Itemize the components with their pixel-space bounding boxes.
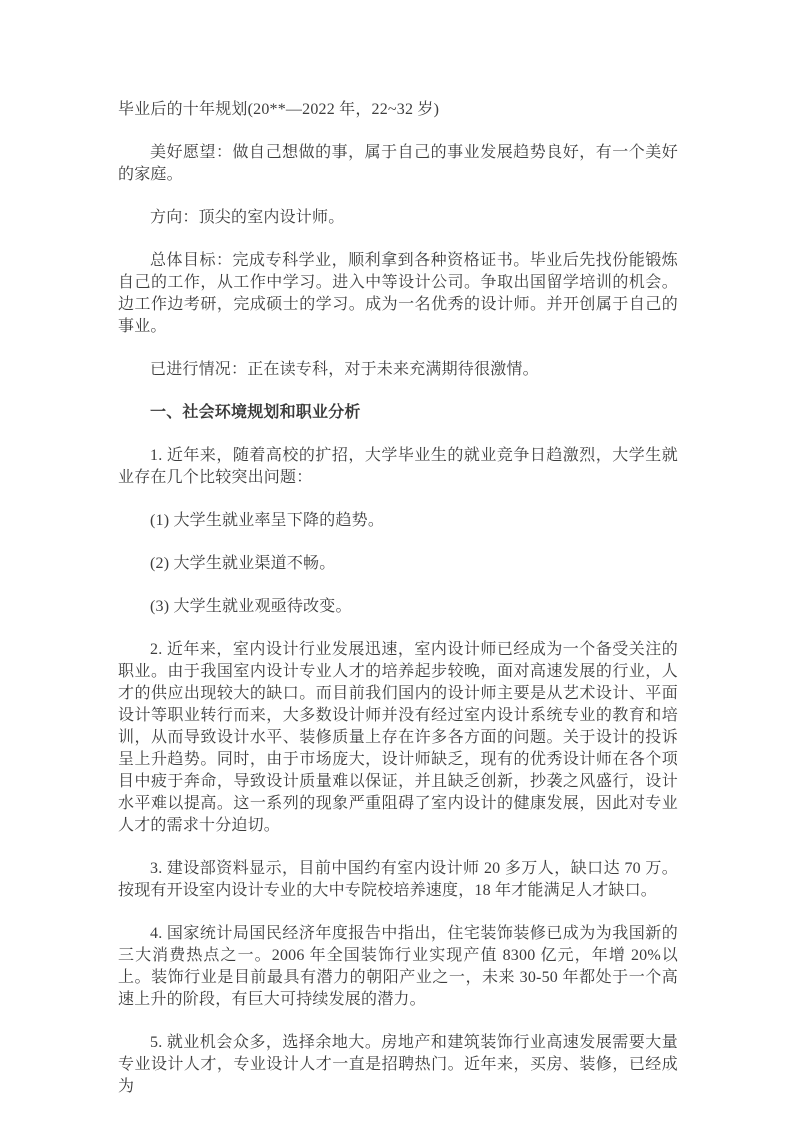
list-item-3: (3) 大学生就业观亟待改变。 xyxy=(150,598,352,615)
paragraph-overall-goal: 总体目标：完成专科学业，顺利拿到各种资格证书。毕业后先找份能锻炼自己的工作，从工作中学习。进入中等设计公司。争取出国留学培训的机会。边工作边考研，完成硕士的学习。成为一名优秀的设计师。并开创属于自己的事业。 xyxy=(118,252,678,335)
paragraph-point5: 5. 就业机会众多，选择余地大。房地产和建筑装饰行业高速发展需要大量专业设计人才，专业设计人才一直是招聘热门。近年来，买房、装修，已经成为 xyxy=(118,1034,678,1095)
paragraph-point4: 4. 国家统计局国民经济年度报告中指出，住宅装饰装修已成为为我国新的三大消费热点之一。2006 年全国装饰行业实现产值 8300 亿元，年增 20%以上。装饰行业是目前最具有潜力的朝阳产业之一，未来 30-50 年都处于一个高速上升的阶段，有巨大可持续发展的潜力。 xyxy=(118,925,678,1008)
paragraph-wish: 美好愿望：做自己想做的事，属于自己的事业发展趋势良好，有一个美好的家庭。 xyxy=(118,144,678,183)
document-content xyxy=(118,99,678,1098)
paragraph-point1: 1. 近年来，随着高校的扩招，大学毕业生的就业竞争日趋激烈，大学生就业存在几个比较突出问题： xyxy=(118,447,678,486)
list-item-2: (2) 大学生就业渠道不畅。 xyxy=(150,555,336,572)
paragraph-point2: 2. 近年来，室内设计行业发展迅速，室内设计师已经成为一个备受关注的职业。由于我国室内设计专业人才的培养起步较晚，面对高速发展的行业，人才的供应出现较大的缺口。而目前我们国内的设计师主要是从艺术设计、平面设计等职业转行而来，大多数设计师并没有经过室内设计系统专业的教育和培训，从而导致设计水平、装修质量上存在许多各方面的问题。关于设计的投诉呈上升趋势。同时，由于市场庞大，设计师缺乏，现有的优秀设计师在各个项目中疲于奔命，导致设计质量难以保证，并且缺乏创新，抄袭之风盛行，设计水平难以提高。这一系列的现象严重阻碍了室内设计的健康发展，因此对专业人才的需求十分迫切。 xyxy=(118,641,678,834)
list-item-1: (1) 大学生就业率呈下降的趋势。 xyxy=(150,512,385,529)
paragraph-direction: 方向：顶尖的室内设计师。 xyxy=(150,209,345,226)
paragraph-point3: 3. 建设部资料显示，目前中国约有室内设计师 20 多万人，缺口达 70 万。按现有开设室内设计专业的大中专院校培养速度，18 年才能满足人才缺口。 xyxy=(118,860,678,899)
document-title: 毕业后的十年规划(20**—2022 年，22~32 岁) xyxy=(118,101,440,118)
paragraph-progress: 已进行情况：正在读专科，对于未来充满期待很激情。 xyxy=(150,361,539,378)
section1-heading: 一、社会环境规划和职业分析 xyxy=(150,404,361,421)
